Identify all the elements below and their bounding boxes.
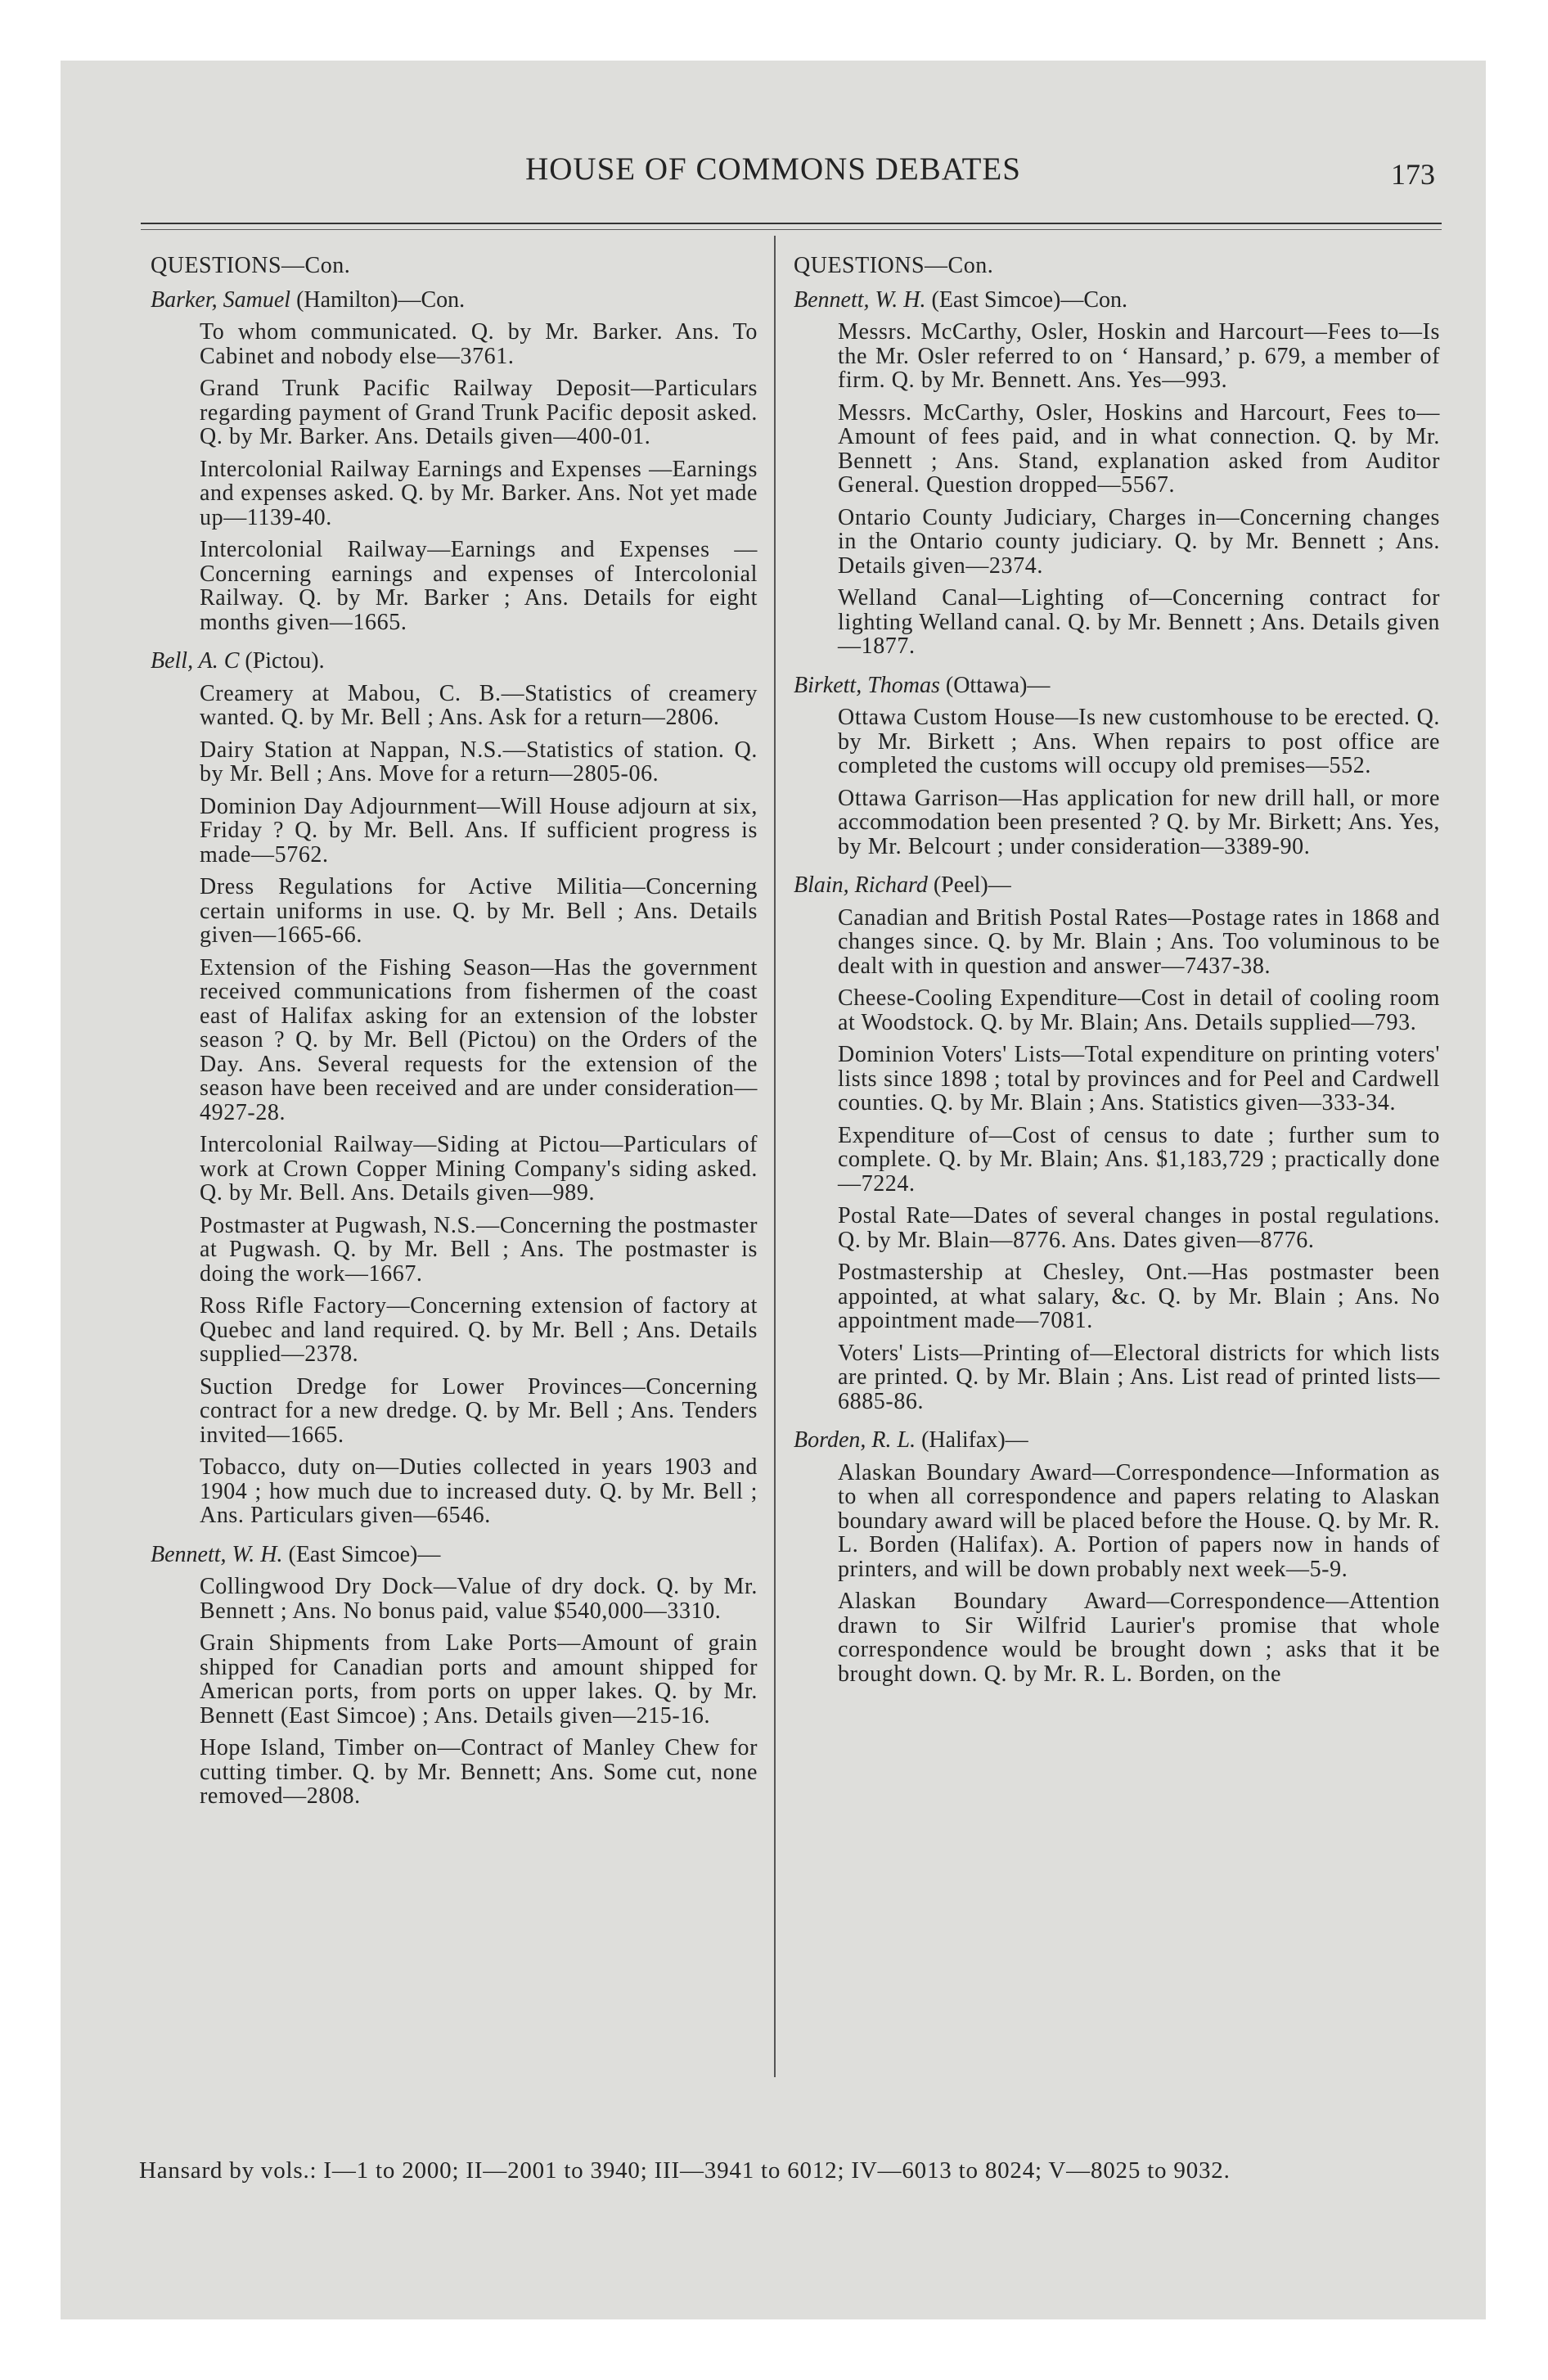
- member-constituency: (Peel)—: [927, 872, 1011, 898]
- index-entry: Dominion Voters' Lists—Total expenditure on printing voters' lists since 1898 ; total by provinces and for Peel and Cardwell counties. Q. by Mr. Blain ; Ans. Statistics given—333-34.: [838, 1042, 1440, 1116]
- index-entry: Canadian and British Postal Rates—Postage rates in 1868 and changes since. Q. by Mr. Blain ; Ans. Too voluminous to be dealt with in question and answer—7437-38.: [838, 904, 1440, 979]
- member-name: Barker, Samuel: [151, 286, 291, 313]
- right-column: [794, 254, 1440, 1694]
- right-index-sections: [794, 288, 1440, 1687]
- member-name: Borden, R. L.: [794, 1427, 916, 1453]
- member-constituency: (East Simcoe)—Con.: [925, 286, 1128, 313]
- index-entry: To whom communicated. Q. by Mr. Barker. Ans. To Cabinet and nobody else—3761.: [200, 319, 758, 369]
- member-constituency: (Halifax)—: [916, 1427, 1028, 1453]
- left-index-sections: [151, 288, 758, 1809]
- index-entry: Intercolonial Railway—Siding at Pictou—Particulars of work at Crown Copper Mining Company's siding asked. Q. by Mr. Bell. Ans. Details given—989.: [200, 1132, 758, 1206]
- index-entry: Suction Dredge for Lower Provinces—Concerning contract for a new dredge. Q. by Mr. Bell ; Ans. Tenders invited—1665.: [200, 1373, 758, 1448]
- index-entry: Dominion Day Adjournment—Will House adjourn at six, Friday ? Q. by Mr. Bell. Ans. If sufficient progress is made—5762.: [200, 793, 758, 868]
- index-entry: Cheese-Cooling Expenditure—Cost in detail of cooling room at Woodstock. Q. by Mr. Blain; Ans. Details supplied—793.: [838, 985, 1440, 1035]
- index-entry: Ross Rifle Factory—Concerning extension of factory at Quebec and land required. Q. by Mr. Bell ; Ans. Details supplied—2378.: [200, 1293, 758, 1367]
- member-heading: [794, 873, 1440, 898]
- member-heading: [794, 674, 1440, 698]
- index-entry: Tobacco, duty on—Duties collected in years 1903 and 1904 ; how much due to increased duty. Q. by Mr. Bell ; Ans. Particulars given—6546.: [200, 1454, 758, 1528]
- index-entry: Postmaster at Pugwash, N.S.—Concerning the postmaster at Pugwash. Q. by Mr. Bell ; Ans. The postmaster is doing the work—1667.: [200, 1212, 758, 1287]
- index-entry: Ottawa Garrison—Has application for new drill hall, or more accommodation been presented ? Q. by Mr. Birkett; Ans. Yes, by Mr. Belcourt ; under consideration—3389-90.: [838, 785, 1440, 859]
- page-number: 173: [1391, 158, 1435, 191]
- running-head: HOUSE OF COMMONS DEBATES: [525, 151, 1021, 187]
- index-entry: Grain Shipments from Lake Ports—Amount of grain shipped for Canadian ports and amount shipped for American ports, from ports on upper lakes. Q. by Mr. Bennett (East Simcoe) ; Ans. Details given—215-16.: [200, 1630, 758, 1729]
- member-heading: [794, 1428, 1440, 1453]
- page-scan: [61, 61, 1486, 2319]
- member-name: Birkett, Thomas: [794, 672, 940, 698]
- member-name: Bennett, W. H.: [151, 1541, 283, 1567]
- index-entry: Messrs. McCarthy, Osler, Hoskins and Harcourt, Fees to—Amount of fees paid, and in what connection. Q. by Mr. Bennett ; Ans. Stand, explanation asked from Auditor General. Question dropped—5567.: [838, 399, 1440, 498]
- member-name: Blain, Richard: [794, 872, 928, 898]
- index-entry: Intercolonial Railway Earnings and Expenses —Earnings and expenses asked. Q. by Mr. Barker. Ans. Not yet made up—1139-40.: [200, 456, 758, 530]
- header-rule-thin: [141, 229, 1442, 230]
- index-entry: Messrs. McCarthy, Osler, Hoskin and Harcourt—Fees to—Is the Mr. Osler referred to on ‘ Hansard,’ p. 679, a member of firm. Q. by Mr. Bennett. Ans. Yes—993.: [838, 319, 1440, 393]
- index-entry: Voters' Lists—Printing of—Electoral districts for which lists are printed. Q. by Mr. Blain ; Ans. List read of printed lists—6885-86.: [838, 1340, 1440, 1414]
- index-entry: Ottawa Custom House—Is new customhouse to be erected. Q. by Mr. Birkett ; Ans. When repairs to post office are completed the customs will occupy old premises—552.: [838, 705, 1440, 778]
- index-entry: Dairy Station at Nappan, N.S.—Statistics of station. Q. by Mr. Bell ; Ans. Move for a return—2805-06.: [200, 737, 758, 787]
- member-name: Bennett, W. H.: [794, 286, 926, 313]
- member-constituency: (East Simcoe)—: [282, 1541, 441, 1567]
- index-entry: Creamery at Mabou, C. B.—Statistics of creamery wanted. Q. by Mr. Bell ; Ans. Ask for a return—2806.: [200, 680, 758, 730]
- index-entry: Collingwood Dry Dock—Value of dry dock. Q. by Mr. Bennett ; Ans. No bonus paid, value $540,000—3310.: [200, 1574, 758, 1624]
- member-heading: [151, 288, 758, 313]
- column-divider: [774, 236, 776, 2077]
- index-entry: Intercolonial Railway—Earnings and Expenses —Concerning earnings and expenses of Intercolonial Railway. Q. by Mr. Barker ; Ans. Details for eight months given—1665.: [200, 537, 758, 635]
- right-continuation-heading: QUESTIONS—Con.: [794, 253, 994, 278]
- left-continuation-heading: QUESTIONS—Con.: [151, 253, 351, 278]
- volume-key-footer: Hansard by vols.: I—1 to 2000; II—2001 to 3940; III—3941 to 6012; IV—6013 to 8024; V—8025 to 9032.: [139, 2157, 1231, 2184]
- index-entry: Expenditure of—Cost of census to date ; further sum to complete. Q. by Mr. Blain; Ans. $1,183,729 ; practically done—7224.: [838, 1122, 1440, 1197]
- index-entry: Postmastership at Chesley, Ont.—Has postmaster been appointed, at what salary, &c. Q. by Mr. Blain ; Ans. No appointment made—7081.: [838, 1260, 1440, 1333]
- header-rule: [141, 223, 1442, 224]
- member-constituency: (Ottawa)—: [939, 672, 1051, 698]
- left-column: [151, 254, 758, 1817]
- member-heading: [794, 288, 1440, 313]
- index-entry: Extension of the Fishing Season—Has the government received communications from fishermen of the coast east of Halifax asking for an extension of the lobster season ? Q. by Mr. Bell (Pictou) on the Orders of the Day. Ans. Several requests for the extension of the season have been received and are under consideration—4927-28.: [200, 954, 758, 1125]
- index-entry: Grand Trunk Pacific Railway Deposit—Particulars regarding payment of Grand Trunk Pacific deposit asked. Q. by Mr. Barker. Ans. Details given—400-01.: [200, 376, 758, 449]
- member-constituency: (Hamilton)—Con.: [290, 286, 466, 313]
- index-entry: Dress Regulations for Active Militia—Concerning certain uniforms in use. Q. by Mr. Bell ; Ans. Details given—1665-66.: [200, 874, 758, 948]
- index-entry: Welland Canal—Lighting of—Concerning contract for lighting Welland canal. Q. by Mr. Bennett ; Ans. Details given—1877.: [838, 585, 1440, 659]
- index-entry: Ontario County Judiciary, Charges in—Concerning changes in the Ontario county judiciary. Q. by Mr. Bennett ; Ans. Details given—2374.: [838, 504, 1440, 579]
- index-entry: Alaskan Boundary Award—Correspondence—Information as to when all correspondence and papers relating to Alaskan boundary award will be placed before the House. Q. by Mr. R. L. Borden (Halifax). A. Portion of papers now in hands of printers, and will be down probably next week—5-9.: [838, 1459, 1440, 1582]
- member-name: Bell, A. C: [151, 648, 240, 674]
- index-entry: Alaskan Boundary Award—Correspondence—Attention drawn to Sir Wilfrid Laurier's promise that whole correspondence would be brought down ; asks that it be brought down. Q. by Mr. R. L. Borden, on the: [838, 1589, 1440, 1687]
- index-entry: Postal Rate—Dates of several changes in postal regulations. Q. by Mr. Blain—8776. Ans. Dates given—8776.: [838, 1203, 1440, 1253]
- member-constituency: (Pictou).: [239, 648, 325, 674]
- index-entry: Hope Island, Timber on—Contract of Manley Chew for cutting timber. Q. by Mr. Bennett; Ans. Some cut, none removed—2808.: [200, 1735, 758, 1809]
- member-heading: [151, 649, 758, 674]
- member-heading: [151, 1543, 758, 1567]
